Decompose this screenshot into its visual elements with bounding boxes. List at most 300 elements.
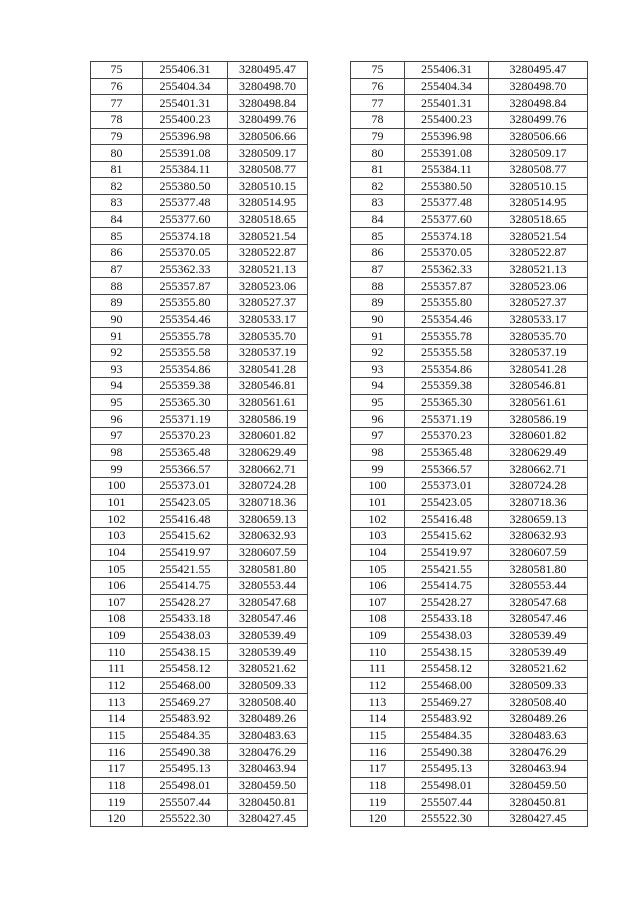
point-number-cell: 109 bbox=[351, 627, 405, 644]
point-number-cell: 78 bbox=[351, 111, 405, 128]
table-row bbox=[91, 128, 308, 145]
y-coordinate-cell: 3280499.76 bbox=[489, 111, 588, 128]
point-number-cell: 98 bbox=[351, 444, 405, 461]
y-coordinate-cell: 3280662.71 bbox=[489, 461, 588, 478]
table-row bbox=[91, 261, 308, 278]
point-number-cell: 104 bbox=[351, 544, 405, 561]
table-row bbox=[351, 428, 588, 445]
table-row bbox=[91, 511, 308, 528]
x-coordinate-cell: 255396.98 bbox=[405, 128, 489, 145]
point-number-cell: 85 bbox=[351, 228, 405, 245]
y-coordinate-cell: 3280514.95 bbox=[228, 195, 308, 212]
y-coordinate-cell: 3280561.61 bbox=[228, 394, 308, 411]
x-coordinate-cell: 255377.48 bbox=[143, 195, 228, 212]
x-coordinate-cell: 255396.98 bbox=[143, 128, 228, 145]
y-coordinate-cell: 3280463.94 bbox=[228, 760, 308, 777]
x-coordinate-cell: 255377.60 bbox=[143, 211, 228, 228]
point-number-cell: 99 bbox=[91, 461, 143, 478]
x-coordinate-cell: 255357.87 bbox=[405, 278, 489, 295]
table-row bbox=[351, 278, 588, 295]
table-row bbox=[351, 411, 588, 428]
point-number-cell: 95 bbox=[351, 394, 405, 411]
y-coordinate-cell: 3280450.81 bbox=[228, 794, 308, 811]
point-number-cell: 83 bbox=[91, 195, 143, 212]
x-coordinate-cell: 255354.86 bbox=[143, 361, 228, 378]
point-number-cell: 118 bbox=[351, 777, 405, 794]
x-coordinate-cell: 255433.18 bbox=[405, 611, 489, 628]
point-number-cell: 113 bbox=[91, 694, 143, 711]
x-coordinate-cell: 255354.46 bbox=[405, 311, 489, 328]
x-coordinate-cell: 255419.97 bbox=[405, 544, 489, 561]
x-coordinate-cell: 255401.31 bbox=[143, 95, 228, 112]
y-coordinate-cell: 3280508.40 bbox=[489, 694, 588, 711]
table-row bbox=[351, 361, 588, 378]
table-row bbox=[351, 461, 588, 478]
table-row bbox=[91, 361, 308, 378]
x-coordinate-cell: 255400.23 bbox=[143, 111, 228, 128]
x-coordinate-cell: 255433.18 bbox=[143, 611, 228, 628]
y-coordinate-cell: 3280581.80 bbox=[228, 561, 308, 578]
y-coordinate-cell: 3280547.46 bbox=[489, 611, 588, 628]
point-number-cell: 120 bbox=[351, 810, 405, 827]
point-number-cell: 119 bbox=[351, 794, 405, 811]
x-coordinate-cell: 255469.27 bbox=[405, 694, 489, 711]
table-row bbox=[91, 594, 308, 611]
table-row bbox=[351, 694, 588, 711]
x-coordinate-cell: 255391.08 bbox=[405, 145, 489, 162]
y-coordinate-cell: 3280527.37 bbox=[489, 294, 588, 311]
point-number-cell: 120 bbox=[91, 810, 143, 827]
point-number-cell: 96 bbox=[351, 411, 405, 428]
x-coordinate-cell: 255355.80 bbox=[405, 294, 489, 311]
y-coordinate-cell: 3280459.50 bbox=[228, 777, 308, 794]
x-coordinate-cell: 255495.13 bbox=[143, 760, 228, 777]
y-coordinate-cell: 3280498.84 bbox=[228, 95, 308, 112]
point-number-cell: 116 bbox=[91, 744, 143, 761]
y-coordinate-cell: 3280476.29 bbox=[228, 744, 308, 761]
y-coordinate-cell: 3280629.49 bbox=[228, 444, 308, 461]
point-number-cell: 77 bbox=[91, 95, 143, 112]
table-row bbox=[351, 394, 588, 411]
y-coordinate-cell: 3280489.26 bbox=[228, 710, 308, 727]
x-coordinate-cell: 255438.15 bbox=[405, 644, 489, 661]
y-coordinate-cell: 3280632.93 bbox=[228, 527, 308, 544]
point-number-cell: 82 bbox=[351, 178, 405, 195]
point-number-cell: 79 bbox=[351, 128, 405, 145]
x-coordinate-cell: 255406.31 bbox=[405, 62, 489, 79]
point-number-cell: 104 bbox=[91, 544, 143, 561]
point-number-cell: 113 bbox=[351, 694, 405, 711]
table-row bbox=[351, 494, 588, 511]
table-row bbox=[351, 161, 588, 178]
x-coordinate-cell: 255355.80 bbox=[143, 294, 228, 311]
point-number-cell: 78 bbox=[91, 111, 143, 128]
x-coordinate-cell: 255490.38 bbox=[143, 744, 228, 761]
y-coordinate-cell: 3280510.15 bbox=[228, 178, 308, 195]
x-coordinate-cell: 255522.30 bbox=[405, 810, 489, 827]
point-number-cell: 93 bbox=[91, 361, 143, 378]
y-coordinate-cell: 3280547.46 bbox=[228, 611, 308, 628]
table-row bbox=[91, 145, 308, 162]
y-coordinate-cell: 3280483.63 bbox=[489, 727, 588, 744]
y-coordinate-cell: 3280495.47 bbox=[489, 62, 588, 79]
y-coordinate-cell: 3280518.65 bbox=[489, 211, 588, 228]
point-number-cell: 108 bbox=[91, 611, 143, 628]
x-coordinate-cell: 255507.44 bbox=[143, 794, 228, 811]
y-coordinate-cell: 3280601.82 bbox=[228, 428, 308, 445]
y-coordinate-cell: 3280510.15 bbox=[489, 178, 588, 195]
x-coordinate-cell: 255483.92 bbox=[405, 710, 489, 727]
x-coordinate-cell: 255414.75 bbox=[143, 577, 228, 594]
x-coordinate-cell: 255428.27 bbox=[405, 594, 489, 611]
y-coordinate-cell: 3280427.45 bbox=[489, 810, 588, 827]
table-row bbox=[91, 378, 308, 395]
table-row bbox=[91, 494, 308, 511]
x-coordinate-cell: 255370.05 bbox=[405, 245, 489, 262]
y-coordinate-cell: 3280547.68 bbox=[489, 594, 588, 611]
y-coordinate-cell: 3280561.61 bbox=[489, 394, 588, 411]
point-number-cell: 98 bbox=[91, 444, 143, 461]
point-number-cell: 114 bbox=[91, 710, 143, 727]
y-coordinate-cell: 3280533.17 bbox=[489, 311, 588, 328]
x-coordinate-cell: 255483.92 bbox=[143, 710, 228, 727]
table-row bbox=[91, 394, 308, 411]
y-coordinate-cell: 3280553.44 bbox=[228, 577, 308, 594]
table-row bbox=[351, 760, 588, 777]
table-row bbox=[351, 777, 588, 794]
y-coordinate-cell: 3280508.40 bbox=[228, 694, 308, 711]
point-number-cell: 91 bbox=[91, 328, 143, 345]
y-coordinate-cell: 3280659.13 bbox=[489, 511, 588, 528]
y-coordinate-cell: 3280463.94 bbox=[489, 760, 588, 777]
table-row bbox=[91, 527, 308, 544]
coordinate-table-left bbox=[90, 61, 308, 827]
x-coordinate-cell: 255362.33 bbox=[143, 261, 228, 278]
point-number-cell: 89 bbox=[351, 294, 405, 311]
point-number-cell: 76 bbox=[351, 78, 405, 95]
table-row bbox=[351, 228, 588, 245]
point-number-cell: 82 bbox=[91, 178, 143, 195]
table-row bbox=[351, 794, 588, 811]
table-row bbox=[91, 161, 308, 178]
point-number-cell: 102 bbox=[91, 511, 143, 528]
table-row bbox=[351, 644, 588, 661]
coordinate-table-right bbox=[350, 61, 588, 827]
table-row bbox=[351, 344, 588, 361]
x-coordinate-cell: 255359.38 bbox=[405, 378, 489, 395]
point-number-cell: 85 bbox=[91, 228, 143, 245]
x-coordinate-cell: 255428.27 bbox=[143, 594, 228, 611]
point-number-cell: 79 bbox=[91, 128, 143, 145]
point-number-cell: 81 bbox=[91, 161, 143, 178]
table-row bbox=[91, 710, 308, 727]
table-row bbox=[351, 78, 588, 95]
y-coordinate-cell: 3280539.49 bbox=[228, 644, 308, 661]
y-coordinate-cell: 3280523.06 bbox=[228, 278, 308, 295]
y-coordinate-cell: 3280427.45 bbox=[228, 810, 308, 827]
table-row bbox=[91, 245, 308, 262]
point-number-cell: 86 bbox=[91, 245, 143, 262]
y-coordinate-cell: 3280539.49 bbox=[489, 644, 588, 661]
y-coordinate-cell: 3280521.54 bbox=[489, 228, 588, 245]
table-row bbox=[91, 444, 308, 461]
table-row bbox=[351, 661, 588, 678]
x-coordinate-cell: 255366.57 bbox=[405, 461, 489, 478]
point-number-cell: 97 bbox=[91, 428, 143, 445]
y-coordinate-cell: 3280539.49 bbox=[489, 627, 588, 644]
point-number-cell: 84 bbox=[351, 211, 405, 228]
table-row bbox=[91, 760, 308, 777]
table-row bbox=[351, 444, 588, 461]
x-coordinate-cell: 255365.48 bbox=[143, 444, 228, 461]
y-coordinate-cell: 3280535.70 bbox=[489, 328, 588, 345]
x-coordinate-cell: 255377.60 bbox=[405, 211, 489, 228]
point-number-cell: 118 bbox=[91, 777, 143, 794]
y-coordinate-cell: 3280546.81 bbox=[228, 378, 308, 395]
point-number-cell: 83 bbox=[351, 195, 405, 212]
x-coordinate-cell: 255458.12 bbox=[405, 661, 489, 678]
y-coordinate-cell: 3280527.37 bbox=[228, 294, 308, 311]
point-number-cell: 99 bbox=[351, 461, 405, 478]
y-coordinate-cell: 3280537.19 bbox=[228, 344, 308, 361]
table-row bbox=[91, 611, 308, 628]
point-number-cell: 110 bbox=[91, 644, 143, 661]
table-row bbox=[351, 245, 588, 262]
y-coordinate-cell: 3280522.87 bbox=[228, 245, 308, 262]
y-coordinate-cell: 3280546.81 bbox=[489, 378, 588, 395]
point-number-cell: 112 bbox=[91, 677, 143, 694]
point-number-cell: 112 bbox=[351, 677, 405, 694]
y-coordinate-cell: 3280506.66 bbox=[228, 128, 308, 145]
x-coordinate-cell: 255498.01 bbox=[143, 777, 228, 794]
y-coordinate-cell: 3280547.68 bbox=[228, 594, 308, 611]
y-coordinate-cell: 3280539.49 bbox=[228, 627, 308, 644]
point-number-cell: 103 bbox=[91, 527, 143, 544]
table-row bbox=[351, 128, 588, 145]
point-number-cell: 84 bbox=[91, 211, 143, 228]
y-coordinate-cell: 3280586.19 bbox=[489, 411, 588, 428]
table-row bbox=[91, 328, 308, 345]
x-coordinate-cell: 255354.86 bbox=[405, 361, 489, 378]
x-coordinate-cell: 255415.62 bbox=[143, 527, 228, 544]
point-number-cell: 80 bbox=[91, 145, 143, 162]
x-coordinate-cell: 255373.01 bbox=[143, 478, 228, 495]
table-row bbox=[351, 677, 588, 694]
y-coordinate-cell: 3280662.71 bbox=[228, 461, 308, 478]
table-row bbox=[91, 428, 308, 445]
point-number-cell: 97 bbox=[351, 428, 405, 445]
point-number-cell: 86 bbox=[351, 245, 405, 262]
x-coordinate-cell: 255438.15 bbox=[143, 644, 228, 661]
table-row bbox=[351, 710, 588, 727]
point-number-cell: 93 bbox=[351, 361, 405, 378]
point-number-cell: 80 bbox=[351, 145, 405, 162]
table-row bbox=[351, 527, 588, 544]
table-row bbox=[91, 95, 308, 112]
x-coordinate-cell: 255354.46 bbox=[143, 311, 228, 328]
y-coordinate-cell: 3280509.33 bbox=[489, 677, 588, 694]
point-number-cell: 89 bbox=[91, 294, 143, 311]
x-coordinate-cell: 255380.50 bbox=[405, 178, 489, 195]
y-coordinate-cell: 3280518.65 bbox=[228, 211, 308, 228]
y-coordinate-cell: 3280541.28 bbox=[489, 361, 588, 378]
x-coordinate-cell: 255380.50 bbox=[143, 178, 228, 195]
table-row bbox=[351, 810, 588, 827]
table-row bbox=[91, 311, 308, 328]
x-coordinate-cell: 255468.00 bbox=[405, 677, 489, 694]
y-coordinate-cell: 3280489.26 bbox=[489, 710, 588, 727]
table-row bbox=[91, 561, 308, 578]
x-coordinate-cell: 255423.05 bbox=[405, 494, 489, 511]
y-coordinate-cell: 3280509.17 bbox=[489, 145, 588, 162]
point-number-cell: 117 bbox=[351, 760, 405, 777]
table-row bbox=[351, 111, 588, 128]
x-coordinate-cell: 255438.03 bbox=[143, 627, 228, 644]
table-row bbox=[351, 62, 588, 79]
point-number-cell: 95 bbox=[91, 394, 143, 411]
y-coordinate-cell: 3280535.70 bbox=[228, 328, 308, 345]
y-coordinate-cell: 3280521.13 bbox=[489, 261, 588, 278]
point-number-cell: 102 bbox=[351, 511, 405, 528]
point-number-cell: 106 bbox=[351, 577, 405, 594]
point-number-cell: 105 bbox=[351, 561, 405, 578]
x-coordinate-cell: 255498.01 bbox=[405, 777, 489, 794]
point-number-cell: 111 bbox=[91, 661, 143, 678]
x-coordinate-cell: 255458.12 bbox=[143, 661, 228, 678]
x-coordinate-cell: 255404.34 bbox=[405, 78, 489, 95]
y-coordinate-cell: 3280521.62 bbox=[228, 661, 308, 678]
table-row bbox=[91, 411, 308, 428]
x-coordinate-cell: 255359.38 bbox=[143, 378, 228, 395]
table-row bbox=[351, 178, 588, 195]
y-coordinate-cell: 3280541.28 bbox=[228, 361, 308, 378]
x-coordinate-cell: 255421.55 bbox=[405, 561, 489, 578]
table-row bbox=[351, 311, 588, 328]
y-coordinate-cell: 3280724.28 bbox=[228, 478, 308, 495]
point-number-cell: 110 bbox=[351, 644, 405, 661]
point-number-cell: 90 bbox=[91, 311, 143, 328]
x-coordinate-cell: 255384.11 bbox=[143, 161, 228, 178]
x-coordinate-cell: 255366.57 bbox=[143, 461, 228, 478]
point-number-cell: 75 bbox=[351, 62, 405, 79]
point-number-cell: 94 bbox=[91, 378, 143, 395]
point-number-cell: 105 bbox=[91, 561, 143, 578]
table-row bbox=[91, 794, 308, 811]
x-coordinate-cell: 255365.30 bbox=[143, 394, 228, 411]
point-number-cell: 116 bbox=[351, 744, 405, 761]
x-coordinate-cell: 255373.01 bbox=[405, 478, 489, 495]
y-coordinate-cell: 3280498.70 bbox=[489, 78, 588, 95]
table-row bbox=[91, 478, 308, 495]
table-row bbox=[351, 594, 588, 611]
x-coordinate-cell: 255468.00 bbox=[143, 677, 228, 694]
y-coordinate-cell: 3280601.82 bbox=[489, 428, 588, 445]
y-coordinate-cell: 3280508.77 bbox=[228, 161, 308, 178]
point-number-cell: 115 bbox=[351, 727, 405, 744]
table-row bbox=[351, 478, 588, 495]
y-coordinate-cell: 3280607.59 bbox=[489, 544, 588, 561]
x-coordinate-cell: 255374.18 bbox=[143, 228, 228, 245]
point-number-cell: 101 bbox=[351, 494, 405, 511]
point-number-cell: 90 bbox=[351, 311, 405, 328]
table-row bbox=[91, 544, 308, 561]
table-row bbox=[351, 261, 588, 278]
point-number-cell: 87 bbox=[91, 261, 143, 278]
table-row bbox=[91, 694, 308, 711]
table-row bbox=[91, 644, 308, 661]
y-coordinate-cell: 3280506.66 bbox=[489, 128, 588, 145]
point-number-cell: 106 bbox=[91, 577, 143, 594]
point-number-cell: 107 bbox=[91, 594, 143, 611]
table-row bbox=[91, 744, 308, 761]
y-coordinate-cell: 3280498.70 bbox=[228, 78, 308, 95]
y-coordinate-cell: 3280450.81 bbox=[489, 794, 588, 811]
y-coordinate-cell: 3280607.59 bbox=[228, 544, 308, 561]
point-number-cell: 76 bbox=[91, 78, 143, 95]
x-coordinate-cell: 255522.30 bbox=[143, 810, 228, 827]
y-coordinate-cell: 3280508.77 bbox=[489, 161, 588, 178]
table-row bbox=[91, 294, 308, 311]
x-coordinate-cell: 255416.48 bbox=[405, 511, 489, 528]
y-coordinate-cell: 3280718.36 bbox=[489, 494, 588, 511]
y-coordinate-cell: 3280495.47 bbox=[228, 62, 308, 79]
table-row bbox=[351, 211, 588, 228]
point-number-cell: 107 bbox=[351, 594, 405, 611]
table-row bbox=[91, 677, 308, 694]
x-coordinate-cell: 255416.48 bbox=[143, 511, 228, 528]
y-coordinate-cell: 3280499.76 bbox=[228, 111, 308, 128]
table-row bbox=[351, 727, 588, 744]
table-row bbox=[91, 211, 308, 228]
table-row bbox=[351, 744, 588, 761]
table-row bbox=[91, 344, 308, 361]
y-coordinate-cell: 3280659.13 bbox=[228, 511, 308, 528]
point-number-cell: 117 bbox=[91, 760, 143, 777]
y-coordinate-cell: 3280724.28 bbox=[489, 478, 588, 495]
table-row bbox=[91, 627, 308, 644]
y-coordinate-cell: 3280522.87 bbox=[489, 245, 588, 262]
point-number-cell: 94 bbox=[351, 378, 405, 395]
x-coordinate-cell: 255370.05 bbox=[143, 245, 228, 262]
x-coordinate-cell: 255414.75 bbox=[405, 577, 489, 594]
table-row bbox=[91, 111, 308, 128]
table-row bbox=[351, 627, 588, 644]
x-coordinate-cell: 255419.97 bbox=[143, 544, 228, 561]
table-row bbox=[91, 810, 308, 827]
x-coordinate-cell: 255495.13 bbox=[405, 760, 489, 777]
x-coordinate-cell: 255406.31 bbox=[143, 62, 228, 79]
table-row bbox=[91, 577, 308, 594]
x-coordinate-cell: 255469.27 bbox=[143, 694, 228, 711]
x-coordinate-cell: 255370.23 bbox=[143, 428, 228, 445]
y-coordinate-cell: 3280718.36 bbox=[228, 494, 308, 511]
x-coordinate-cell: 255384.11 bbox=[405, 161, 489, 178]
point-number-cell: 96 bbox=[91, 411, 143, 428]
x-coordinate-cell: 255404.34 bbox=[143, 78, 228, 95]
y-coordinate-cell: 3280476.29 bbox=[489, 744, 588, 761]
y-coordinate-cell: 3280509.33 bbox=[228, 677, 308, 694]
x-coordinate-cell: 255355.78 bbox=[405, 328, 489, 345]
point-number-cell: 92 bbox=[91, 344, 143, 361]
x-coordinate-cell: 255377.48 bbox=[405, 195, 489, 212]
point-number-cell: 77 bbox=[351, 95, 405, 112]
table-row bbox=[351, 544, 588, 561]
y-coordinate-cell: 3280483.63 bbox=[228, 727, 308, 744]
x-coordinate-cell: 255365.48 bbox=[405, 444, 489, 461]
table-row bbox=[351, 145, 588, 162]
table-row bbox=[91, 777, 308, 794]
x-coordinate-cell: 255371.19 bbox=[143, 411, 228, 428]
